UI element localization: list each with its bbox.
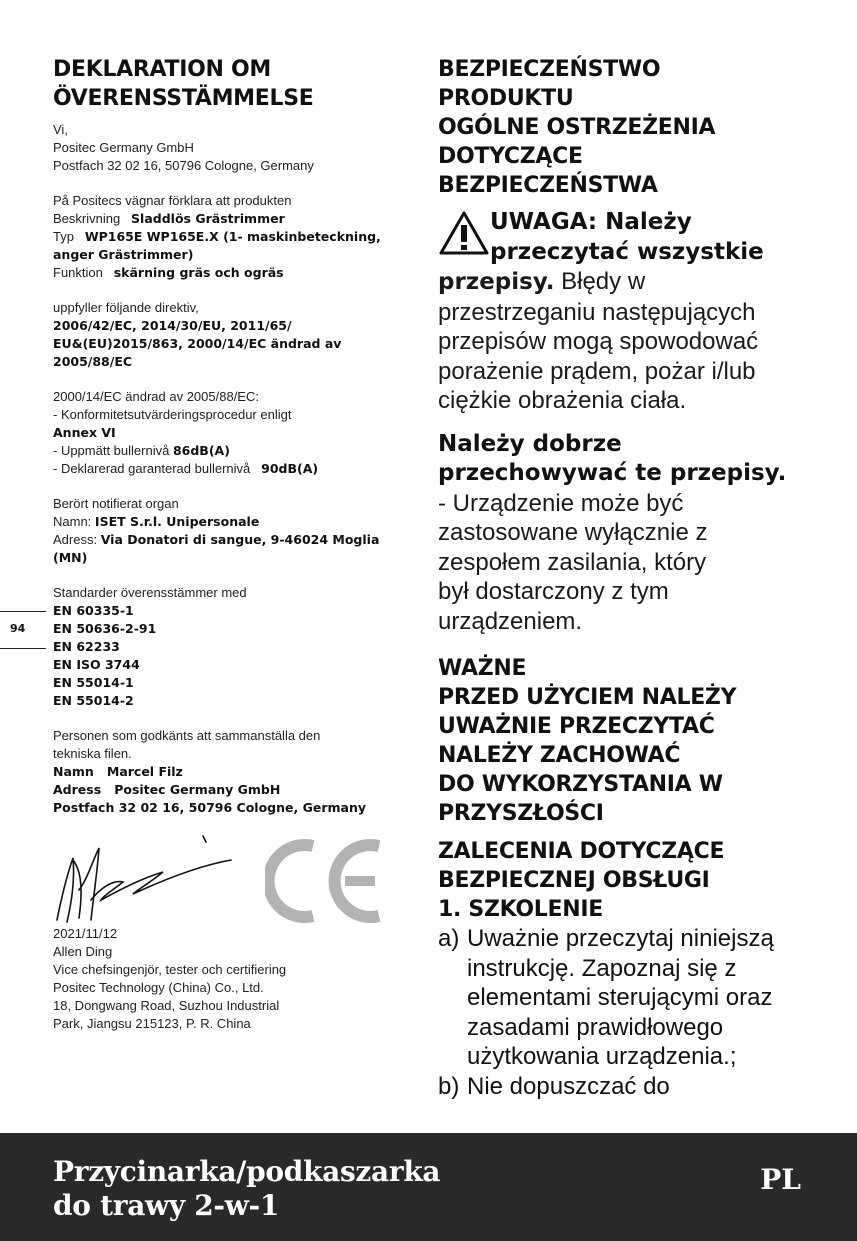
heading-line: OGÓLNE OSTRZEŻENIA bbox=[438, 115, 716, 140]
title-line: ÖVERENSSTÄMMELSE bbox=[53, 86, 314, 111]
important-line: NALEŻY ZACHOWAĆ bbox=[438, 743, 681, 768]
standard-item: EN 60335-1 bbox=[53, 603, 134, 618]
standard-item: EN ISO 3744 bbox=[53, 657, 140, 672]
notified-name-label: Namn: bbox=[53, 514, 92, 529]
technical-file-block bbox=[53, 727, 403, 817]
function-value: skärning gräs och ogräs bbox=[113, 265, 284, 280]
standard-item: EN 55014-1 bbox=[53, 675, 134, 690]
standard-item: EN 55014-2 bbox=[53, 693, 134, 708]
signatory-line: Positec Technology (China) Co., Ltd. bbox=[53, 980, 264, 995]
notified-address-row bbox=[53, 531, 403, 567]
directive-line: EU&(EU)2015/863, 2000/14/EC ändrad av bbox=[53, 336, 342, 351]
standard-item: EN 62233 bbox=[53, 639, 120, 654]
product-title bbox=[53, 1155, 440, 1223]
warning-title: przeczytać wszystkie bbox=[490, 238, 764, 265]
warning-triangle-icon bbox=[438, 210, 490, 256]
annex-line: - Konformitetsutvärderingsprocedur enligt bbox=[53, 407, 292, 422]
keep-heading: Należy dobrze bbox=[438, 430, 622, 457]
list-item-line: Uważnie przeczytaj niniejszą bbox=[467, 925, 774, 952]
directives-block bbox=[53, 299, 403, 371]
keep-text-line: - Urządzenie może być bbox=[438, 489, 684, 517]
list-item-line: użytkowania urządzenia.; bbox=[467, 1043, 737, 1070]
annex-intro: 2000/14/EC ändrad av 2005/88/EC: bbox=[53, 389, 259, 404]
list-item-line: zasadami prawidłowego bbox=[467, 1013, 724, 1041]
directives-intro: uppfyller följande direktiv, bbox=[53, 300, 199, 315]
declaration-column bbox=[53, 55, 403, 834]
noise-block bbox=[53, 388, 403, 478]
measured-value: 86dB(A) bbox=[172, 443, 230, 458]
signatory-line: Park, Jiangsu 215123, P. R. China bbox=[53, 1016, 251, 1031]
description-value: Sladdlös Grästrimmer bbox=[131, 211, 285, 226]
directive-line: 2006/42/EC, 2014/30/EU, 2011/65/ bbox=[53, 318, 292, 333]
declare-line: På Positecs vägnar förklara att produkten bbox=[53, 193, 292, 208]
standard-item: EN 50636-2-91 bbox=[53, 621, 157, 636]
ce-mark-icon bbox=[265, 838, 385, 924]
measured-row bbox=[53, 442, 403, 460]
guaranteed-label: - Deklarerad garanterad bullernivå bbox=[53, 461, 251, 476]
warning-text bbox=[438, 267, 818, 298]
measured-label: - Uppmätt bullernivå bbox=[53, 443, 170, 458]
warning-block bbox=[438, 208, 818, 416]
title-line: DEKLARATION OM bbox=[53, 57, 272, 82]
list-item bbox=[438, 924, 818, 1072]
product-block bbox=[53, 192, 403, 282]
list-item-label: a) bbox=[438, 925, 460, 952]
person-line: Namn Marcel Filz bbox=[53, 764, 183, 779]
heading-line: DOTYCZĄCE bbox=[438, 144, 583, 169]
heading-line: PRODUKTU bbox=[438, 86, 574, 111]
product-title-line: Przycinarka/podkaszarka bbox=[53, 1155, 441, 1188]
keep-instructions-block bbox=[438, 430, 818, 637]
signatory-line: Allen Ding bbox=[53, 944, 113, 959]
safety-column bbox=[438, 55, 818, 1101]
recommend-line: BEZPIECZNEJ OBSŁUGI bbox=[438, 868, 710, 893]
signatory-line: 2021/11/12 bbox=[53, 926, 118, 941]
person-line: Adress Positec Germany GmbH bbox=[53, 782, 281, 797]
warning-text-line: przestrzeganiu następujących bbox=[438, 298, 756, 326]
tech-file-line: Personen som godkänts att sammanställa den bbox=[53, 728, 321, 743]
type-row bbox=[53, 228, 403, 264]
declaration-title bbox=[53, 55, 403, 113]
guaranteed-row bbox=[53, 460, 403, 478]
keep-heading: przechowywać te przepisy. bbox=[438, 460, 787, 486]
important-heading bbox=[438, 654, 818, 828]
person-line: Postfach 32 02 16, 50796 Cologne, Germany bbox=[53, 800, 366, 815]
warning-title-end: przepisy. bbox=[438, 269, 555, 295]
tech-file-line: tekniska filen. bbox=[53, 746, 132, 761]
keep-text-line: zespołem zasilania, który bbox=[438, 548, 707, 576]
notified-address-value: Via Donatori di sangue, 9-46024 Moglia (MN) bbox=[53, 532, 380, 565]
description-label: Beskrivning bbox=[53, 211, 121, 226]
keep-text-line: był dostarczony z tym bbox=[438, 578, 669, 605]
important-line: DO WYKORZYSTANIA W bbox=[438, 772, 723, 797]
signatory-info bbox=[53, 925, 403, 1033]
intro-line: Positec Germany GmbH bbox=[53, 140, 194, 155]
directive-line: 2005/88/EC bbox=[53, 354, 133, 369]
keep-text-line: zastosowane wyłącznie z bbox=[438, 519, 708, 546]
product-title-line: do trawy 2-w-1 bbox=[53, 1189, 280, 1222]
recommend-line: 1. SZKOLENIE bbox=[438, 897, 603, 922]
safety-heading bbox=[438, 55, 818, 200]
signature-image bbox=[53, 830, 243, 925]
list-item bbox=[438, 1072, 818, 1102]
standards-block bbox=[53, 584, 403, 710]
recommend-line: ZALECENIA DOTYCZĄCE bbox=[438, 839, 725, 864]
important-line: PRZED UŻYCIEM NALEŻY bbox=[438, 685, 737, 710]
footer-bar bbox=[0, 1133, 857, 1241]
warning-text-line: porażenie prądem, pożar i/lub bbox=[438, 357, 756, 385]
heading-line: BEZPIECZEŃSTWA bbox=[438, 173, 658, 198]
intro-line: Vi, bbox=[53, 122, 68, 137]
list-item-line: elementami sterującymi oraz bbox=[467, 984, 773, 1011]
important-line: WAŻNE bbox=[438, 656, 527, 681]
type-label: Typ bbox=[53, 229, 74, 244]
list-item-line: instrukcję. Zapoznaj się z bbox=[467, 954, 737, 982]
function-row bbox=[53, 264, 403, 282]
page-number: 94 bbox=[10, 622, 26, 635]
warning-title: UWAGA: Należy bbox=[490, 209, 692, 235]
keep-text-line: urządzeniem. bbox=[438, 607, 583, 635]
signatory-line: Vice chefsingenjör, tester och certifiering bbox=[53, 962, 287, 977]
notified-address-label: Adress: bbox=[53, 532, 98, 547]
list-item-label: b) bbox=[438, 1072, 460, 1100]
annex-value: Annex VI bbox=[53, 425, 116, 440]
guaranteed-value: 90dB(A) bbox=[261, 461, 319, 476]
language-code: PL bbox=[760, 1163, 801, 1196]
warning-text-line: ciężkie obrażenia ciała. bbox=[438, 387, 687, 414]
intro-line: Postfach 32 02 16, 50796 Cologne, Germany bbox=[53, 158, 314, 173]
manufacturer-block bbox=[53, 121, 403, 175]
type-value: WP165E WP165E.X (1- maskinbeteckning, anger Grästrimmer) bbox=[53, 229, 381, 262]
warning-text-start: Błędy w bbox=[554, 268, 646, 295]
notified-intro: Berört notifierat organ bbox=[53, 496, 179, 511]
heading-line: BEZPIECZEŃSTWO bbox=[438, 57, 661, 82]
list-item-line: Nie dopuszczać do bbox=[467, 1072, 670, 1100]
function-label: Funktion bbox=[53, 265, 103, 280]
notified-block bbox=[53, 495, 403, 567]
page-number-tab bbox=[0, 611, 46, 649]
signature-area bbox=[53, 830, 403, 930]
recommendations-heading bbox=[438, 837, 818, 924]
important-line: PRZYSZŁOŚCI bbox=[438, 801, 604, 826]
warning-text-line: przepisów mogą spowodować bbox=[438, 328, 759, 355]
important-line: UWAŻNIE PRZECZYTAĆ bbox=[438, 714, 715, 739]
description-row bbox=[53, 210, 403, 228]
notified-name-row bbox=[53, 513, 403, 531]
notified-name-value: ISET S.r.l. Unipersonale bbox=[94, 514, 260, 529]
signatory-line: 18, Dongwang Road, Suzhou Industrial bbox=[53, 998, 280, 1013]
standards-intro: Standarder överensstämmer med bbox=[53, 585, 247, 600]
